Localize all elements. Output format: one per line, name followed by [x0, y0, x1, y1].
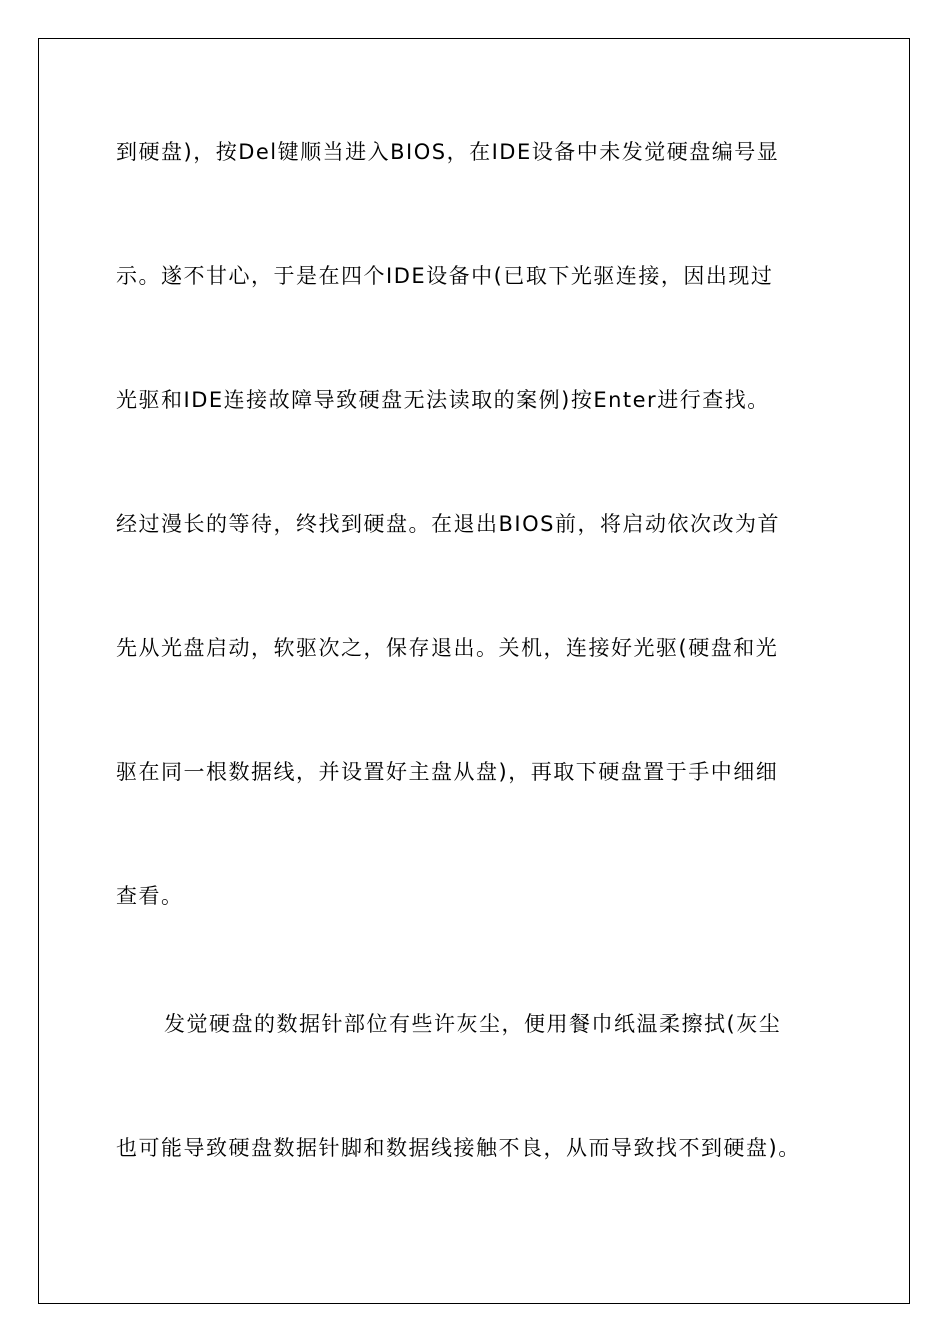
paragraph-line: 查看。 — [116, 884, 184, 908]
paragraph-line: 驱在同一根数据线，并设置好主盘从盘)，再取下硬盘置于手中细细 — [116, 760, 779, 784]
page-border — [38, 38, 910, 1304]
paragraph-line: 到硬盘)，按Del键顺当进入BIOS，在IDE设备中未发觉硬盘编号显 — [116, 140, 780, 164]
paragraph-line: 发觉硬盘的数据针部位有些许灰尘，便用餐巾纸温柔擦拭(灰尘 — [164, 1012, 782, 1036]
paragraph-line: 先从光盘启动，软驱次之，保存退出。关机，连接好光驱(硬盘和光 — [116, 636, 779, 660]
paragraph-line: 光驱和IDE连接故障导致硬盘无法读取的案例)按Enter进行查找。 — [116, 388, 770, 412]
paragraph-line: 经过漫长的等待，终找到硬盘。在退出BIOS前，将启动依次改为首 — [116, 512, 780, 536]
paragraph-line: 示。遂不甘心，于是在四个IDE设备中(已取下光驱连接，因出现过 — [116, 264, 774, 288]
paragraph-line: 也可能导致硬盘数据针脚和数据线接触不良，从而导致找不到硬盘)。 — [116, 1136, 801, 1160]
